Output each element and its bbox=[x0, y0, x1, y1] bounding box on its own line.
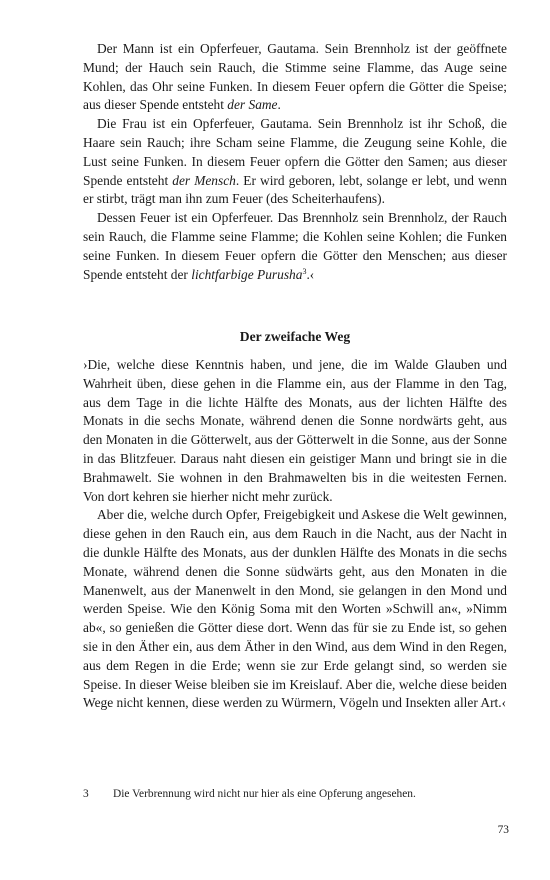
page-number: 73 bbox=[497, 824, 509, 836]
footnote bbox=[83, 786, 507, 802]
paragraph-path-of-flame bbox=[83, 356, 507, 506]
footnote-text: Die Verbrennung wird nicht nur hier als eine Opferung angesehen. bbox=[113, 788, 416, 800]
emphasis-text: lichtfarbige Purusha bbox=[191, 266, 303, 282]
paragraph-tail: . bbox=[277, 97, 281, 113]
paragraph-tail: .‹ bbox=[306, 266, 315, 282]
paragraph-text: Der Mann ist ein Opferfeuer, Gautama. Sein Brennholz ist der geöffnete Mund; der Hauch sein Rauch, die Stimme seine Flamme, das Auge seine Kohlen, das Ohr seine Funken. In diesem Feuer opfern die Götter die Speise; aus dieser Spende entsteht bbox=[83, 41, 507, 113]
paragraph-text: ›Die, welche diese Kenntnis haben, und jene, die im Walde Glauben und Wahrheit üben, diese gehen in die Flamme ein, aus der Flamme in den Tag, aus dem Tage in die lichte Hälfte des Monats, aus der lichten Hälfte des Monats in die sechs Monate, während denen die Sonne nordwärts geht, aus den Monaten in die Götterwelt, aus der Götterwelt in die Sonne, aus der Sonne in das Blitzfeuer. Daraus naht diesen ein geistiger Mann und bringt sie in die Brahmawelt. Sie wohnen in den Brahmawelten bis in die weitesten Fernen. Von dort kehren sie hierher nicht mehr zurück. bbox=[83, 357, 507, 504]
paragraph-text: Dessen Feuer ist ein Opferfeuer. Das Brennholz sein Brennholz, der Rauch sein Rauch, die Flamme seine Flamme; die Kohlen seine Kohlen; die Funken seine Funken. In diesem Feuer opfern die Götter den Menschen; aus dieser Spende entsteht der bbox=[83, 210, 507, 282]
emphasis-text: der Same bbox=[227, 97, 278, 113]
paragraph-text: Aber die, welche durch Opfer, Freigebigkeit und Askese die Welt gewinnen, diese gehen in den Rauch ein, aus dem Rauch in die Nacht, aus der Nacht in die dunkle Hälfte des Monats, aus der dunklen Hälfte des Monats in die sechs Monate, während denen die Sonne südwärts geht, aus den Monaten in die Manenwelt, aus der Manenwelt in den Mond, sie gelangen in den Mond und werden Speise. Wie den König Soma mit den Worten »Schwill an«, »Nimm ab«, so genießen die Götter diese dort. Wenn das für sie zu Ende ist, so gehen sie in den Äther ein, aus dem Äther in den Wind, aus dem Wind in den Regen, aus dem Regen in die Erde; wenn sie zur Erde gelangt sind, so werden sie Speise. In dieser Weise bleiben sie im Kreislauf. Aber die, welche diese beiden Wege nicht kennen, diese werden zu Würmern, Vögeln und Insekten aller Art.‹ bbox=[83, 507, 507, 711]
paragraph-woman-sacrificial-fire bbox=[83, 115, 507, 209]
footnote-number: 3 bbox=[83, 788, 89, 800]
paragraph-man-sacrificial-fire bbox=[83, 40, 507, 115]
paragraph-path-of-smoke bbox=[83, 506, 507, 713]
page-body bbox=[83, 40, 507, 711]
footnote-marker: 3 bbox=[302, 266, 307, 276]
paragraph-tail: . Er wird geboren, lebt, solange er lebt, und wenn er stirbt, trägt man ihn zum Feuer (des Scheiterhaufens). bbox=[83, 172, 507, 207]
paragraph-his-fire bbox=[83, 209, 507, 284]
section-two-paths bbox=[83, 356, 507, 713]
emphasis-text: der Mensch bbox=[172, 172, 236, 188]
paragraph-text: Die Frau ist ein Opferfeuer, Gautama. Sein Brennholz ist ihr Schoß, die Haare sein Rauch; ihre Scham seine Flamme, die Zeugung seine Kohle, die Lust seine Funken. In diesem Feuer opfern die Götter den Samen; aus dieser Spende entsteht bbox=[83, 116, 507, 188]
section-heading: Der zweifache Weg bbox=[239, 329, 351, 344]
